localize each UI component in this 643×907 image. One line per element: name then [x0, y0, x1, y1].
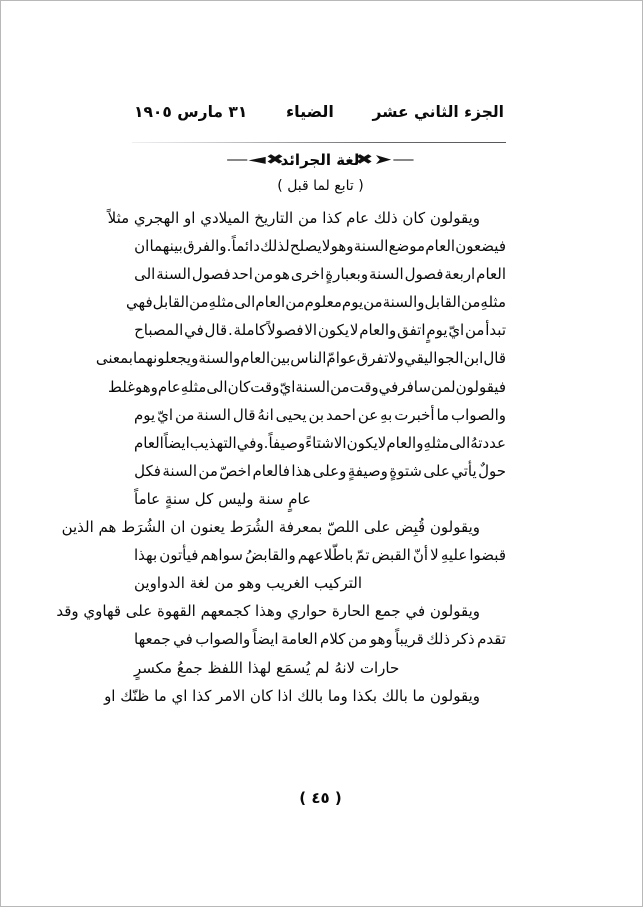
text-word: من: [189, 293, 209, 312]
text-word: فهي: [126, 293, 153, 312]
text-line: [134, 625, 506, 653]
volume-part-label: الجزء الثاني عشر: [372, 103, 504, 121]
text-word: السنة: [369, 265, 404, 284]
text-word: والقابضُ: [245, 546, 296, 565]
header-divider-rule: [132, 142, 506, 143]
running-head: [134, 103, 504, 121]
text-line: [134, 541, 506, 569]
article-subtitle: ( تابع لما قبل ): [277, 178, 364, 194]
text-word: القابل: [424, 293, 461, 312]
text-word: مثلهِ: [423, 433, 450, 452]
text-word: جمعها: [134, 630, 171, 649]
text-word: ايّ: [448, 321, 465, 340]
text-line: [126, 288, 506, 316]
text-word: وهو: [135, 377, 158, 396]
text-word: بمعنى: [95, 349, 133, 368]
text-line: [134, 260, 506, 288]
text-word: .: [263, 433, 269, 452]
text-word: العام: [240, 349, 271, 368]
text-word: يوم: [341, 293, 364, 312]
text-word: شتوةٍ: [389, 461, 422, 480]
text-word: وقت: [250, 377, 280, 396]
paragraph: [95, 204, 506, 513]
text-word: بينهما: [149, 237, 183, 256]
text-word: وبعبارةٍ: [325, 265, 369, 284]
text-word: العام: [425, 237, 456, 256]
text-word: ان: [134, 237, 150, 256]
text-word: .: [227, 321, 233, 340]
text-word: اربعة: [444, 265, 476, 284]
text-word: باطّلاعهم: [297, 546, 354, 565]
text-word: الجواليقي: [404, 349, 464, 368]
article-title-row: [0, 151, 642, 169]
text-word: والعام: [359, 321, 397, 340]
text-word: مثلهِ: [480, 293, 506, 312]
text-word: العامة: [281, 630, 318, 649]
text-word: من: [363, 293, 383, 312]
text-word: يكون: [346, 433, 378, 452]
text-word: فصول: [191, 265, 231, 284]
article-subtitle-row: [0, 175, 642, 194]
text-line: ويقولون قُبِض على اللصّ بمعرفة الشُرَط يعنون ان الشُرَط هم الذين: [61, 518, 480, 537]
issue-date: ٣١ مارس ١٩٠٥: [134, 103, 248, 121]
text-word: .: [226, 237, 232, 256]
text-word: تفرق: [356, 349, 389, 368]
text-word: في: [378, 377, 399, 396]
text-line: [107, 373, 506, 401]
text-word: سواهم: [200, 546, 243, 565]
text-word: الى: [134, 265, 156, 284]
text-word: من: [285, 293, 305, 312]
text-word: لا: [377, 433, 387, 452]
text-word: بن: [308, 405, 325, 424]
text-word: أنّ: [412, 546, 429, 565]
text-word: بهذا: [134, 546, 158, 565]
text-word: معلوم: [304, 293, 342, 312]
text-word: عوامّ: [326, 349, 357, 368]
text-word: أخبرت: [394, 405, 435, 424]
text-word: العام: [134, 433, 164, 452]
text-word: من: [253, 265, 274, 284]
text-word: ذلك: [426, 630, 451, 649]
text-word: فيقولون: [455, 377, 506, 396]
text-word: السنة: [295, 377, 331, 396]
text-word: ولا: [388, 349, 405, 368]
text-word: والفرق: [183, 237, 227, 256]
paragraph: [56, 597, 506, 681]
text-word: على: [423, 461, 450, 480]
text-word: فصول: [404, 265, 444, 284]
text-word: من: [465, 321, 485, 340]
text-word: لا: [430, 546, 439, 565]
text-word: من: [347, 630, 368, 649]
text-word: شتاءً: [305, 433, 334, 452]
text-word: فالعام: [252, 461, 290, 480]
article-title: لغة الجرائد: [280, 151, 360, 169]
text-word: هذا: [291, 461, 312, 480]
text-word: السنة: [156, 265, 191, 284]
text-word: قبضوا: [469, 546, 506, 565]
text-word: اتفق: [397, 321, 426, 340]
text-word: مثلهِ: [180, 377, 207, 396]
text-word: موضع: [388, 237, 426, 256]
text-word: فيأتون: [159, 546, 199, 565]
text-word: قريباً: [395, 630, 424, 649]
text-word: مثلهِ: [208, 293, 235, 312]
text-line: [95, 344, 506, 372]
text-word: وعلى: [312, 461, 347, 480]
text-word: والعام: [386, 433, 424, 452]
text-word: وهو: [330, 237, 354, 256]
text-word: من: [330, 377, 350, 396]
text-word: من: [198, 461, 218, 480]
ornament-right-icon: —➤✖: [355, 152, 416, 168]
text-line: [134, 457, 506, 485]
text-word: كاملة: [233, 321, 267, 340]
text-word: حولٌ: [478, 461, 506, 480]
text-word: انهُ: [257, 405, 274, 424]
text-word: والسنة: [198, 349, 241, 368]
text-word: لذلك: [260, 237, 290, 256]
ornament-left-icon: ✖◄—: [226, 152, 285, 168]
text-word: اخصّ: [219, 461, 252, 480]
text-word: الناس: [290, 349, 327, 368]
text-word: احد: [231, 265, 253, 284]
text-word: السنة: [196, 405, 231, 424]
text-word: العام: [476, 265, 506, 284]
text-word: تقدم: [477, 630, 506, 649]
text-word: في: [184, 321, 204, 340]
text-word: يومٍ: [426, 321, 448, 340]
text-word: الى: [234, 293, 256, 312]
text-word: قال: [483, 349, 506, 368]
text-word: فيضعون: [455, 237, 506, 256]
text-word: الا: [304, 321, 318, 340]
text-word: وفي: [236, 433, 264, 452]
text-line: ويقولون كان ذلك عام كذا من التاريخ الميلادي او الهجري مثلاً: [107, 209, 480, 227]
text-line: حارات لانهُ لم يُسمَع لهذا اللفظ جمعُ مكسرٍ: [134, 658, 400, 677]
text-line: التركيب الغريب وهو من لغة الدواوين: [134, 574, 362, 593]
text-word: المصباح: [134, 321, 184, 340]
text-word: ويجعلونهما: [132, 349, 199, 368]
text-word: احمد: [325, 405, 356, 424]
text-word: تمّ: [355, 546, 370, 565]
text-word: كلام: [320, 630, 346, 649]
text-word: يصلح: [289, 237, 322, 256]
text-line: ويقولون ما بالك بكذا وما بالك اذا كان الامر كذا اي ما ظنّك او: [104, 686, 480, 705]
text-word: لمن: [430, 377, 456, 396]
text-word: عددتهُ: [470, 433, 506, 452]
text-word: القبض: [371, 546, 411, 565]
text-word: والصواب: [195, 630, 251, 649]
text-word: وقت: [349, 377, 379, 396]
text-word: السنة: [162, 461, 197, 480]
text-word: لا: [321, 237, 331, 256]
paragraph: [104, 682, 506, 710]
text-word: قال: [204, 321, 228, 340]
text-word: هو: [274, 265, 290, 284]
text-word: كان: [227, 377, 251, 396]
article-body: [56, 204, 506, 710]
text-word: غلط: [107, 377, 136, 396]
text-word: وصيفةٍ: [347, 461, 388, 480]
text-word: يكون: [317, 321, 350, 340]
text-line: [134, 401, 506, 429]
text-word: والسنة: [382, 293, 425, 312]
text-word: لا: [349, 321, 359, 340]
text-word: عليهِ: [440, 546, 468, 565]
text-word: الى: [206, 377, 228, 396]
page-number: ( ٤٥ ): [299, 789, 342, 807]
text-line: [134, 316, 506, 344]
text-word: ما: [436, 405, 450, 424]
text-line: عامٍ سنة وليس كل سنةٍ عاماً: [134, 489, 312, 508]
text-word: القابل: [152, 293, 190, 312]
text-word: من: [174, 405, 195, 424]
text-word: عام: [157, 377, 181, 396]
text-word: الا: [333, 433, 347, 452]
text-word: تبدأ: [485, 321, 506, 340]
text-line: ويقولون في جمع الحارة حواري وهذا كجمعهم القهوة على قهاوي وقد: [56, 602, 480, 621]
page-folio: [0, 788, 642, 807]
text-word: قال: [232, 405, 256, 424]
text-word: فصولاً: [267, 321, 304, 340]
text-word: ذكر: [452, 630, 475, 649]
text-word: ايّ: [157, 405, 174, 424]
text-word: يأتي: [451, 461, 477, 480]
text-word: التهذيب: [189, 433, 237, 452]
text-word: ابن: [463, 349, 484, 368]
text-word: من: [460, 293, 481, 312]
text-line: [134, 429, 506, 457]
text-word: سافر: [398, 377, 431, 396]
text-word: بين: [270, 349, 291, 368]
text-word: يوم: [134, 405, 156, 424]
text-word: والصواب: [450, 405, 506, 424]
text-word: الى: [449, 433, 471, 452]
text-word: ايضاً: [252, 630, 279, 649]
publication-title: الضياء: [285, 102, 334, 121]
text-word: السنة: [353, 237, 389, 256]
text-word: دائماً: [231, 237, 260, 256]
text-word: في: [173, 630, 193, 649]
text-word: فكل: [134, 461, 161, 480]
text-word: بهِ: [380, 405, 393, 424]
text-word: ايضاً: [163, 433, 190, 452]
text-word: يحيى: [275, 405, 307, 424]
text-word: وهو: [369, 630, 393, 649]
text-word: اخرى: [290, 265, 325, 284]
paragraph: [61, 513, 506, 597]
text-line: [134, 232, 506, 260]
text-word: العام: [255, 293, 286, 312]
text-word: وصيفاً: [268, 433, 306, 452]
text-word: عن: [357, 405, 379, 424]
text-word: ايّ: [279, 377, 296, 396]
